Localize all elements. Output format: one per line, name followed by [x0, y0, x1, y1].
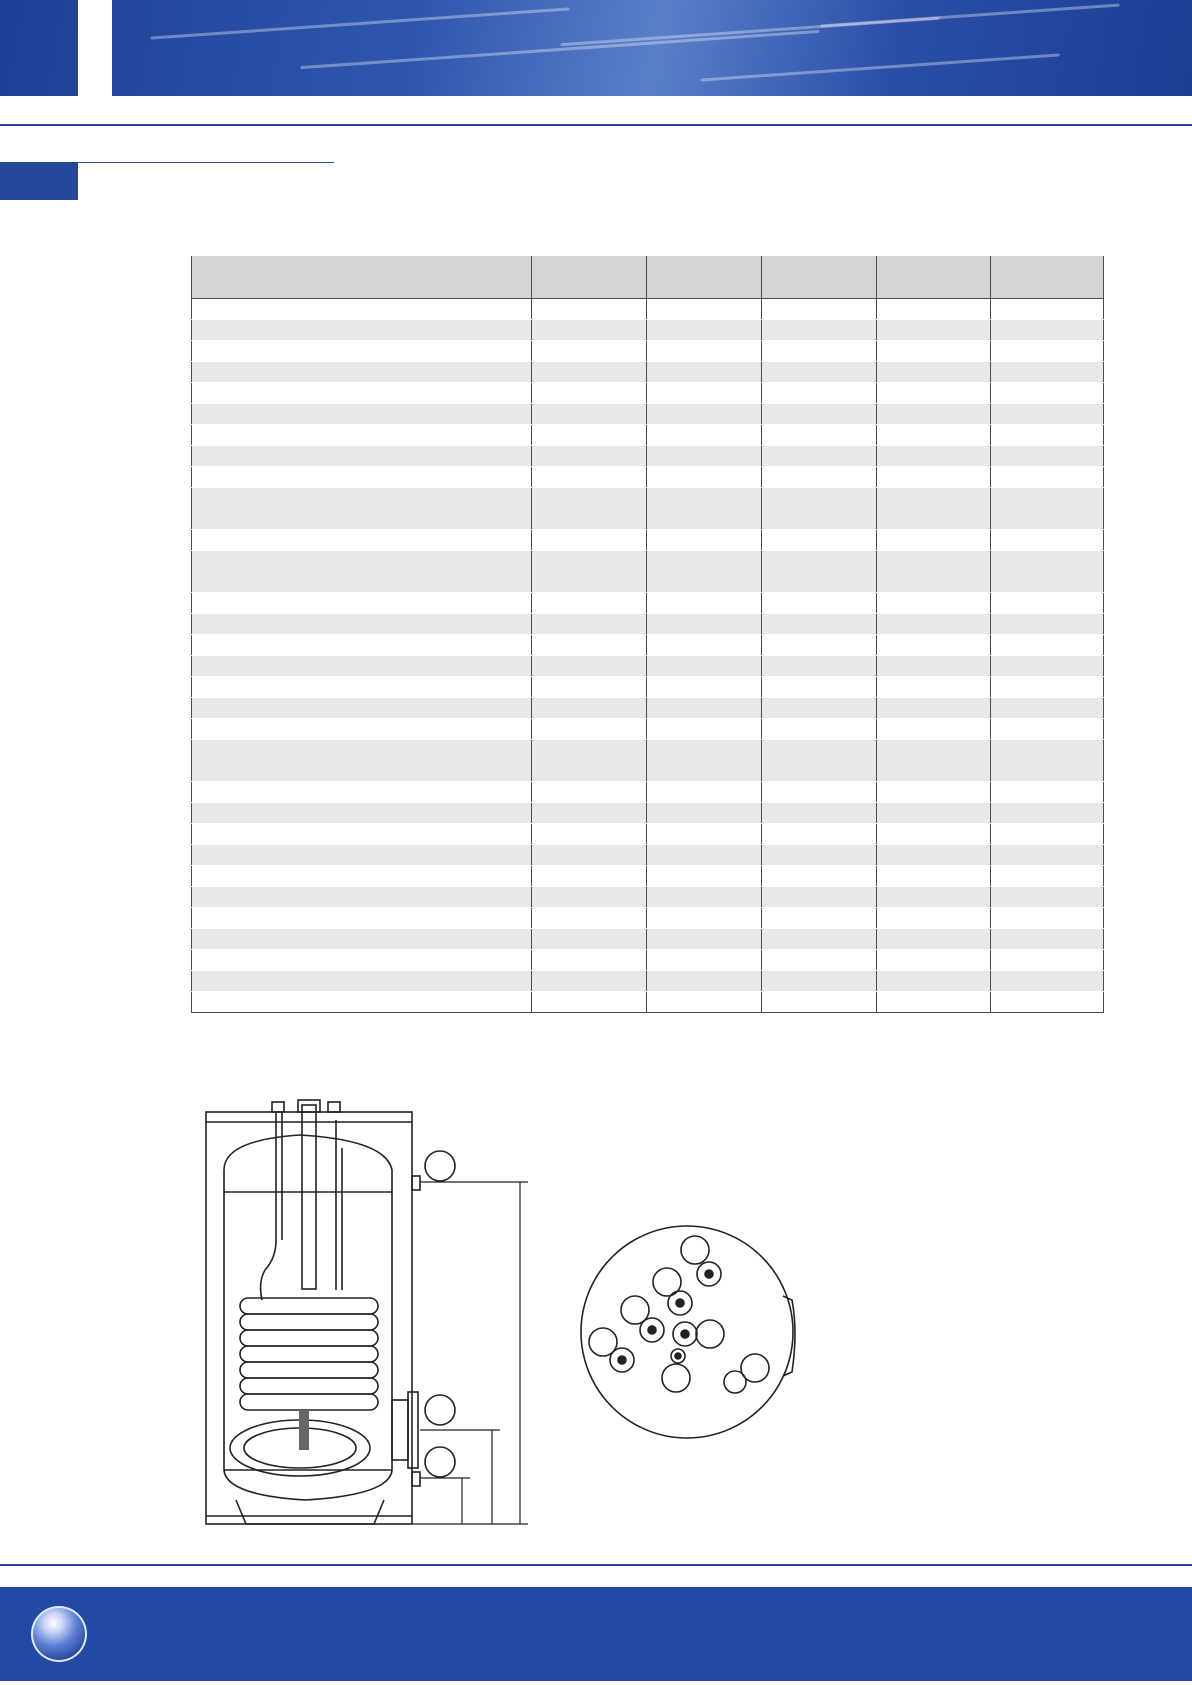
- table-cell-parameter: [192, 320, 473, 341]
- table-cell-unit: [473, 719, 532, 740]
- table-cell-value: [532, 845, 647, 866]
- table-cell-value: [762, 488, 877, 530]
- table-cell-value: [647, 929, 762, 950]
- table-cell-parameter: [192, 803, 473, 824]
- table-cell-value: [877, 908, 991, 929]
- table-cell-value: [647, 320, 762, 341]
- table-cell-value: [762, 698, 877, 719]
- table-cell-value: [532, 887, 647, 908]
- table-cell-unit: [473, 698, 532, 719]
- table-cell-parameter: [192, 362, 473, 383]
- header-cell-parameter: [192, 256, 473, 299]
- table-cell-value: [877, 488, 991, 530]
- table-cell-value: [877, 929, 991, 950]
- table-cell-value: [647, 992, 762, 1013]
- table-cell-value: [762, 740, 877, 782]
- table-cell-value: [532, 635, 647, 656]
- table-cell-value: [762, 467, 877, 488]
- table-cell-value: [762, 341, 877, 362]
- table-cell-value: [532, 530, 647, 551]
- table-cell-value: [762, 887, 877, 908]
- table-cell-unit: [473, 929, 532, 950]
- table-cell-value: [532, 446, 647, 467]
- table-cell-value: [991, 656, 1104, 677]
- table-cell-value: [762, 446, 877, 467]
- table-cell-parameter: [192, 530, 473, 551]
- table-cell-parameter: [192, 992, 473, 1013]
- callout-circle: [425, 1395, 455, 1425]
- table-cell-value: [991, 803, 1104, 824]
- table-row: [192, 530, 1104, 551]
- table-row: [192, 320, 1104, 341]
- table-cell-unit: [473, 908, 532, 929]
- table-row: [192, 341, 1104, 362]
- table-cell-value: [532, 677, 647, 698]
- table-cell-value: [532, 614, 647, 635]
- section-title-underline: [78, 162, 334, 163]
- table-cell-unit: [473, 635, 532, 656]
- table-cell-value: [991, 362, 1104, 383]
- table-cell-value: [647, 740, 762, 782]
- table-row: [192, 992, 1104, 1013]
- banner-streak: [301, 30, 820, 69]
- table-cell-value: [991, 908, 1104, 929]
- table-row: [192, 635, 1104, 656]
- table-cell-parameter: [192, 425, 473, 446]
- table-cell-value: [991, 698, 1104, 719]
- table-cell-value: [532, 320, 647, 341]
- top-view: [581, 1226, 795, 1438]
- table-cell-unit: [473, 866, 532, 887]
- table-cell-value: [877, 551, 991, 593]
- table-cell-value: [991, 929, 1104, 950]
- table-cell-unit: [473, 845, 532, 866]
- table-cell-value: [647, 362, 762, 383]
- table-row: [192, 551, 1104, 593]
- table-cell-value: [532, 404, 647, 425]
- table-row: [192, 614, 1104, 635]
- table-row: [192, 446, 1104, 467]
- table-cell-parameter: [192, 698, 473, 719]
- table-cell-unit: [473, 341, 532, 362]
- table-cell-value: [991, 782, 1104, 803]
- table-row: [192, 299, 1104, 320]
- table-cell-value: [647, 887, 762, 908]
- table-cell-unit: [473, 614, 532, 635]
- table-cell-value: [991, 320, 1104, 341]
- table-cell-value: [991, 740, 1104, 782]
- table-cell-value: [991, 677, 1104, 698]
- table-row: [192, 845, 1104, 866]
- table-cell-value: [877, 656, 991, 677]
- table-cell-value: [991, 551, 1104, 593]
- table-cell-value: [532, 992, 647, 1013]
- table-cell-value: [991, 446, 1104, 467]
- table-cell-unit: [473, 950, 532, 971]
- table-cell-value: [877, 341, 991, 362]
- outer-casing: [206, 1112, 412, 1524]
- table-row: [192, 908, 1104, 929]
- table-cell-value: [762, 929, 877, 950]
- table-cell-value: [532, 950, 647, 971]
- table-row: [192, 929, 1104, 950]
- table-cell-value: [877, 887, 991, 908]
- table-cell-value: [762, 530, 877, 551]
- table-cell-parameter: [192, 404, 473, 425]
- table-cell-value: [991, 383, 1104, 404]
- table-cell-value: [877, 992, 991, 1013]
- table-cell-value: [762, 992, 877, 1013]
- table-cell-parameter: [192, 845, 473, 866]
- table-cell-value: [877, 404, 991, 425]
- table-cell-value: [532, 488, 647, 530]
- table-cell-value: [647, 908, 762, 929]
- globe-orb-icon: [31, 1606, 87, 1662]
- boiler-technical-drawing: [0, 1090, 1192, 1550]
- table-row: [192, 971, 1104, 992]
- table-cell-value: [991, 299, 1104, 320]
- table-cell-value: [762, 803, 877, 824]
- table-row: [192, 698, 1104, 719]
- table-cell-value: [762, 320, 877, 341]
- callout-circle: [425, 1151, 455, 1181]
- table-cell-value: [647, 425, 762, 446]
- spec-table: [191, 256, 1104, 1013]
- table-cell-value: [877, 971, 991, 992]
- table-row: [192, 425, 1104, 446]
- table-cell-value: [762, 383, 877, 404]
- table-cell-parameter: [192, 551, 473, 593]
- table-cell-value: [532, 971, 647, 992]
- table-row: [192, 383, 1104, 404]
- table-cell-value: [647, 782, 762, 803]
- table-cell-value: [762, 782, 877, 803]
- table-cell-value: [991, 425, 1104, 446]
- table-cell-value: [991, 824, 1104, 845]
- table-cell-value: [762, 635, 877, 656]
- table-row: [192, 488, 1104, 530]
- table-cell-value: [532, 467, 647, 488]
- table-cell-parameter: [192, 614, 473, 635]
- table-cell-value: [762, 299, 877, 320]
- table-cell-parameter: [192, 677, 473, 698]
- table-cell-value: [532, 593, 647, 614]
- table-cell-value: [532, 362, 647, 383]
- table-cell-unit: [473, 425, 532, 446]
- table-cell-value: [991, 950, 1104, 971]
- table-cell-parameter: [192, 740, 473, 782]
- table-cell-value: [877, 677, 991, 698]
- table-row: [192, 803, 1104, 824]
- table-row: [192, 824, 1104, 845]
- table-cell-parameter: [192, 341, 473, 362]
- table-cell-parameter: [192, 866, 473, 887]
- table-cell-unit: [473, 824, 532, 845]
- table-row: [192, 593, 1104, 614]
- table-cell-parameter: [192, 635, 473, 656]
- table-row: [192, 950, 1104, 971]
- table-cell-unit: [473, 593, 532, 614]
- table-cell-value: [647, 404, 762, 425]
- table-cell-value: [647, 530, 762, 551]
- table-cell-value: [647, 299, 762, 320]
- table-cell-value: [532, 740, 647, 782]
- table-cell-value: [991, 530, 1104, 551]
- table-cell-value: [647, 803, 762, 824]
- table-cell-value: [991, 992, 1104, 1013]
- header-cell-model: [762, 256, 877, 299]
- table-cell-value: [647, 719, 762, 740]
- table-row: [192, 467, 1104, 488]
- table-row: [192, 656, 1104, 677]
- table-cell-value: [991, 887, 1104, 908]
- table-row: [192, 362, 1104, 383]
- table-cell-value: [762, 950, 877, 971]
- header-cell-model: [532, 256, 647, 299]
- table-cell-unit: [473, 299, 532, 320]
- banner-streak: [820, 4, 1119, 28]
- table-cell-value: [877, 719, 991, 740]
- table-cell-value: [762, 719, 877, 740]
- table-cell-parameter: [192, 299, 473, 320]
- table-cell-value: [877, 320, 991, 341]
- table-cell-value: [647, 593, 762, 614]
- table-cell-unit: [473, 887, 532, 908]
- table-cell-value: [877, 782, 991, 803]
- table-cell-value: [647, 341, 762, 362]
- table-cell-value: [877, 362, 991, 383]
- table-cell-parameter: [192, 887, 473, 908]
- table-row: [192, 740, 1104, 782]
- header-banner: [0, 0, 1192, 96]
- table-cell-value: [991, 593, 1104, 614]
- table-cell-value: [532, 719, 647, 740]
- table-cell-value: [991, 341, 1104, 362]
- table-cell-value: [991, 404, 1104, 425]
- table-cell-value: [991, 866, 1104, 887]
- table-cell-value: [647, 446, 762, 467]
- table-cell-parameter: [192, 446, 473, 467]
- table-cell-value: [762, 593, 877, 614]
- table-cell-value: [532, 425, 647, 446]
- table-cell-value: [877, 740, 991, 782]
- table-cell-value: [762, 908, 877, 929]
- table-row: [192, 887, 1104, 908]
- header-cell-model: [647, 256, 762, 299]
- table-cell-value: [877, 845, 991, 866]
- table-cell-value: [877, 866, 991, 887]
- table-row: [192, 782, 1104, 803]
- connection-boss: [610, 1262, 721, 1372]
- footer-band: [0, 1587, 1192, 1681]
- table-cell-value: [532, 803, 647, 824]
- table-cell-parameter: [192, 782, 473, 803]
- table-cell-value: [762, 362, 877, 383]
- table-cell-unit: [473, 656, 532, 677]
- table-cell-unit: [473, 446, 532, 467]
- table-cell-value: [877, 950, 991, 971]
- table-cell-value: [532, 299, 647, 320]
- table-cell-value: [532, 866, 647, 887]
- table-cell-value: [647, 824, 762, 845]
- table-cell-parameter: [192, 488, 473, 530]
- table-cell-value: [991, 845, 1104, 866]
- table-cell-unit: [473, 992, 532, 1013]
- table-cell-value: [762, 614, 877, 635]
- table-cell-parameter: [192, 824, 473, 845]
- table-cell-value: [762, 425, 877, 446]
- table-row: [192, 866, 1104, 887]
- table-cell-value: [532, 551, 647, 593]
- table-cell-value: [532, 698, 647, 719]
- top-rule: [0, 124, 1192, 126]
- table-cell-value: [532, 929, 647, 950]
- table-cell-value: [647, 656, 762, 677]
- header-cell-model: [991, 256, 1104, 299]
- table-cell-value: [877, 698, 991, 719]
- header-white-strip: [78, 0, 112, 96]
- table-cell-value: [647, 383, 762, 404]
- table-header-row: [192, 256, 1104, 299]
- table-cell-value: [762, 845, 877, 866]
- table-cell-value: [532, 656, 647, 677]
- table-cell-parameter: [192, 656, 473, 677]
- table-cell-value: [647, 551, 762, 593]
- table-cell-value: [647, 950, 762, 971]
- table-cell-value: [532, 824, 647, 845]
- table-cell-unit: [473, 320, 532, 341]
- table-cell-value: [762, 551, 877, 593]
- table-cell-value: [877, 593, 991, 614]
- table-row: [192, 719, 1104, 740]
- table-cell-value: [991, 467, 1104, 488]
- table-cell-value: [647, 971, 762, 992]
- table-cell-value: [647, 845, 762, 866]
- table-cell-unit: [473, 488, 532, 530]
- table-cell-value: [647, 677, 762, 698]
- table-cell-parameter: [192, 950, 473, 971]
- table-cell-value: [532, 383, 647, 404]
- table-cell-value: [991, 971, 1104, 992]
- table-cell-value: [647, 698, 762, 719]
- header-cell-model: [877, 256, 991, 299]
- table-cell-value: [647, 635, 762, 656]
- table-cell-unit: [473, 782, 532, 803]
- heating-coil: [240, 1298, 378, 1410]
- table-cell-unit: [473, 740, 532, 782]
- banner-streak: [150, 7, 569, 39]
- table-cell-value: [762, 971, 877, 992]
- table-cell-value: [647, 488, 762, 530]
- side-view: [206, 1100, 528, 1524]
- table-cell-value: [532, 908, 647, 929]
- table-cell-value: [877, 425, 991, 446]
- table-cell-parameter: [192, 719, 473, 740]
- table-cell-parameter: [192, 467, 473, 488]
- table-cell-value: [877, 467, 991, 488]
- table-cell-value: [877, 635, 991, 656]
- section-tab: [0, 162, 78, 200]
- pipe: [302, 1105, 316, 1289]
- table-cell-value: [762, 404, 877, 425]
- table-cell-value: [647, 614, 762, 635]
- header-cell-unit: [473, 256, 532, 299]
- table-cell-value: [877, 383, 991, 404]
- table-row: [192, 404, 1104, 425]
- table-cell-unit: [473, 551, 532, 593]
- table-cell-unit: [473, 530, 532, 551]
- table-cell-value: [762, 866, 877, 887]
- table-cell-parameter: [192, 908, 473, 929]
- table-cell-value: [877, 530, 991, 551]
- side-connection: [412, 1176, 420, 1190]
- table-cell-value: [991, 719, 1104, 740]
- table-cell-unit: [473, 362, 532, 383]
- table-cell-parameter: [192, 593, 473, 614]
- table-cell-value: [532, 782, 647, 803]
- callout-circle: [425, 1447, 455, 1477]
- table-cell-value: [991, 488, 1104, 530]
- table-cell-unit: [473, 404, 532, 425]
- table-cell-value: [877, 614, 991, 635]
- table-cell-value: [532, 341, 647, 362]
- table-cell-value: [762, 656, 877, 677]
- table-cell-parameter: [192, 929, 473, 950]
- table-cell-parameter: [192, 971, 473, 992]
- table-cell-value: [877, 824, 991, 845]
- table-cell-value: [877, 446, 991, 467]
- bottom-rule: [0, 1564, 1192, 1566]
- table-cell-unit: [473, 467, 532, 488]
- table-cell-value: [877, 803, 991, 824]
- table-row: [192, 677, 1104, 698]
- table-cell-unit: [473, 677, 532, 698]
- table-cell-unit: [473, 803, 532, 824]
- table-cell-value: [762, 824, 877, 845]
- side-connection: [412, 1472, 420, 1486]
- table-cell-value: [991, 614, 1104, 635]
- table-cell-value: [647, 467, 762, 488]
- table-cell-unit: [473, 383, 532, 404]
- inspection-flange: [392, 1400, 408, 1460]
- banner-streak: [700, 53, 1059, 81]
- table-cell-value: [877, 299, 991, 320]
- table-cell-value: [647, 866, 762, 887]
- table-cell-parameter: [192, 383, 473, 404]
- table-cell-value: [991, 635, 1104, 656]
- table-cell-unit: [473, 971, 532, 992]
- table-cell-value: [762, 677, 877, 698]
